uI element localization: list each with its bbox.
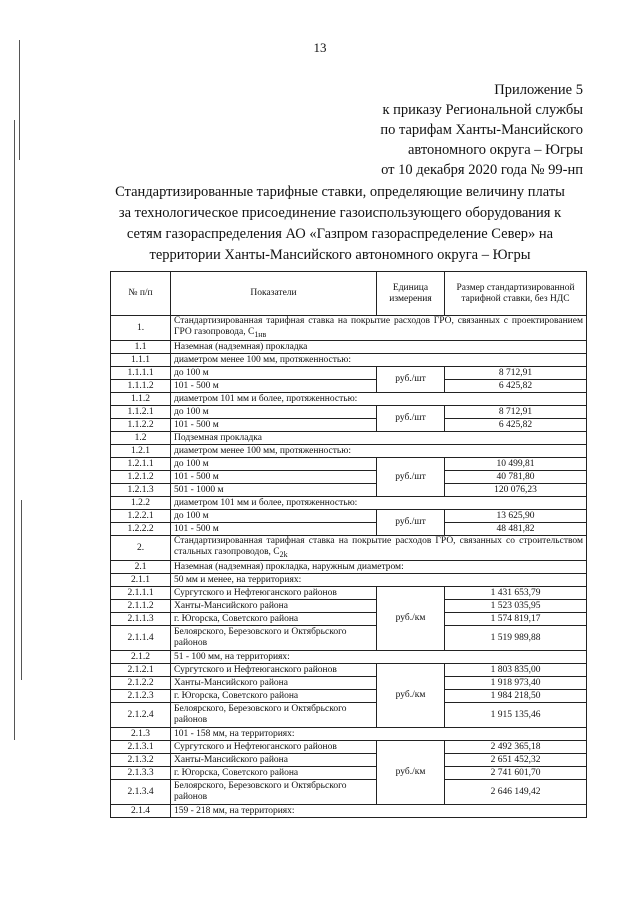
- tariff-table: [110, 271, 587, 818]
- row-num: 1.1.1: [111, 354, 171, 367]
- row-num: 2.1.2: [111, 651, 171, 664]
- table-row: [111, 484, 587, 497]
- annex-line: от 10 декабря 2020 года № 99-нп: [381, 162, 583, 178]
- row-text: Белоярского, Березовского и Октябрьского районов: [171, 780, 377, 805]
- table-row: [111, 432, 587, 445]
- row-num: 2.1.3.3: [111, 767, 171, 780]
- row-value: 1 984 218,50: [445, 690, 587, 703]
- table-row: [111, 341, 587, 354]
- row-num: 1.1.2.1: [111, 406, 171, 419]
- table-row: [111, 741, 587, 754]
- row-value: 120 076,23: [445, 484, 587, 497]
- table-row: [111, 600, 587, 613]
- row-num: 1.2: [111, 432, 171, 445]
- table-row: [111, 626, 587, 651]
- scan-edge-line: [14, 120, 15, 740]
- table-row: [111, 728, 587, 741]
- row-text: 159 - 218 мм, на территориях:: [171, 805, 587, 818]
- title-line: территории Ханты-Мансийского автономного округа – Югры: [149, 247, 531, 263]
- annex-line: Приложение 5: [494, 82, 583, 98]
- header-num: № п/п: [111, 272, 171, 316]
- row-num: 1.: [111, 316, 171, 341]
- row-text: диаметром менее 100 мм, протяженностью:: [171, 445, 587, 458]
- row-text: диаметром 101 мм и более, протяженностью:: [171, 497, 587, 510]
- row-text: Ханты-Мансийского района: [171, 677, 377, 690]
- row-value: 6 425,82: [445, 419, 587, 432]
- row-num: 2.1.2.3: [111, 690, 171, 703]
- title-line: сетям газораспределения АО «Газпром газораспределение Север» на: [126, 226, 554, 242]
- row-text: до 100 м: [171, 510, 377, 523]
- table-row: [111, 754, 587, 767]
- row-value: 13 625,90: [445, 510, 587, 523]
- annex-line: автономного округа – Югры: [407, 142, 583, 158]
- row-text: Подземная прокладка: [171, 432, 587, 445]
- row-num: 2.1.2.2: [111, 677, 171, 690]
- row-unit: руб./шт: [377, 367, 445, 393]
- table-row: [111, 445, 587, 458]
- row-unit: руб./шт: [377, 510, 445, 536]
- table-row: [111, 690, 587, 703]
- row-text: диаметром менее 100 мм, протяженностью:: [171, 354, 587, 367]
- row-value: 1 803 835,00: [445, 664, 587, 677]
- row-text: Белоярского, Березовского и Октябрьского районов: [171, 703, 377, 728]
- table-row: [111, 471, 587, 484]
- row-text: 101 - 500 м: [171, 523, 377, 536]
- table-row: [111, 703, 587, 728]
- row-num: 1.2.1.2: [111, 471, 171, 484]
- table-row: [111, 767, 587, 780]
- table-row: [111, 536, 587, 561]
- annex-header: [380, 80, 583, 180]
- row-unit: руб./шт: [377, 458, 445, 497]
- row-text: Ханты-Мансийского района: [171, 754, 377, 767]
- row-value: 10 499,81: [445, 458, 587, 471]
- row-text: Наземная (надземная) прокладка: [171, 341, 587, 354]
- row-num: 1.1.2.2: [111, 419, 171, 432]
- annex-line: по тарифам Ханты-Мансийского: [380, 122, 583, 138]
- row-value: 6 425,82: [445, 380, 587, 393]
- table-row: [111, 380, 587, 393]
- row-text: Наземная (надземная) прокладка, наружным диаметром:: [171, 561, 587, 574]
- row-num: 1.2.2.2: [111, 523, 171, 536]
- table-row: [111, 367, 587, 380]
- row-text: г. Югорска, Советского района: [171, 767, 377, 780]
- row-text: до 100 м: [171, 406, 377, 419]
- row-num: 2.1.2.1: [111, 664, 171, 677]
- title-line: за технологическое присоединение газоиспользующего оборудования к: [118, 205, 562, 221]
- row-value: 1 574 819,17: [445, 613, 587, 626]
- row-text: до 100 м: [171, 367, 377, 380]
- row-unit: руб./шт: [377, 406, 445, 432]
- row-text: 101 - 500 м: [171, 419, 377, 432]
- row-value: 48 481,82: [445, 523, 587, 536]
- row-num: 2.1.3.2: [111, 754, 171, 767]
- table-row: [111, 354, 587, 367]
- document-title: [95, 182, 585, 266]
- row-unit: руб./км: [377, 741, 445, 805]
- row-text: г. Югорска, Советского района: [171, 613, 377, 626]
- table-row: [111, 406, 587, 419]
- row-text: 50 мм и менее, на территориях:: [171, 574, 587, 587]
- table-row: [111, 613, 587, 626]
- row-value: 2 741 601,70: [445, 767, 587, 780]
- row-text: 501 - 1000 м: [171, 484, 377, 497]
- row-value: 1 519 989,88: [445, 626, 587, 651]
- row-unit: руб./км: [377, 587, 445, 651]
- table-row: [111, 419, 587, 432]
- row-num: 2.1.1.1: [111, 587, 171, 600]
- row-value: 1 918 973,40: [445, 677, 587, 690]
- row-text: 101 - 500 м: [171, 380, 377, 393]
- row-num: 1.1.1.2: [111, 380, 171, 393]
- row-num: 2.1.4: [111, 805, 171, 818]
- annex-line: к приказу Региональной службы: [382, 102, 583, 118]
- row-num: 1.2.2: [111, 497, 171, 510]
- table-row: [111, 651, 587, 664]
- table-row: [111, 316, 587, 341]
- row-text: 51 - 100 мм, на территориях:: [171, 651, 587, 664]
- table-row: [111, 510, 587, 523]
- row-text: диаметром 101 мм и более, протяженностью:: [171, 393, 587, 406]
- row-text: Белоярского, Березовского и Октябрьского районов: [171, 626, 377, 651]
- row-value: 2 646 149,42: [445, 780, 587, 805]
- row-text: до 100 м: [171, 458, 377, 471]
- row-value: 40 781,80: [445, 471, 587, 484]
- table-row: [111, 393, 587, 406]
- row-num: 2.1.2.4: [111, 703, 171, 728]
- row-num: 1.1.1.1: [111, 367, 171, 380]
- row-num: 2.1.3.1: [111, 741, 171, 754]
- row-text: Сургутского и Нефтеюганского районов: [171, 587, 377, 600]
- table-row: [111, 805, 587, 818]
- table-row: [111, 561, 587, 574]
- row-num: 1.1.2: [111, 393, 171, 406]
- row-value: 2 492 365,18: [445, 741, 587, 754]
- row-value: 1 915 135,46: [445, 703, 587, 728]
- row-text: 101 - 500 м: [171, 471, 377, 484]
- row-num: 1.1: [111, 341, 171, 354]
- row-text: 101 - 158 мм, на территориях:: [171, 728, 587, 741]
- row-value: 1 523 035,95: [445, 600, 587, 613]
- row-text: Сургутского и Нефтеюганского районов: [171, 664, 377, 677]
- row-num: 2.1.1.4: [111, 626, 171, 651]
- title-line: Стандартизированные тарифные ставки, определяющие величину платы: [115, 184, 565, 200]
- table-row: [111, 497, 587, 510]
- row-value: 8 712,91: [445, 367, 587, 380]
- row-value: 2 651 452,32: [445, 754, 587, 767]
- row-num: 2.1.3.4: [111, 780, 171, 805]
- row-num: 2.: [111, 536, 171, 561]
- row-num: 2.1.1.2: [111, 600, 171, 613]
- row-num: 1.2.2.1: [111, 510, 171, 523]
- row-value: 1 431 653,79: [445, 587, 587, 600]
- row-text: Сургутского и Нефтеюганского районов: [171, 741, 377, 754]
- header-value: Размер стандартизированной тарифной ставки, без НДС: [445, 272, 587, 316]
- table-row: [111, 677, 587, 690]
- table-row: [111, 574, 587, 587]
- row-text: Стандартизированная тарифная ставка на покрытие расходов ГРО, связанных с проектированием ГРО газопровода, $C_{1нв}$: [171, 316, 587, 341]
- row-unit: руб./км: [377, 664, 445, 728]
- header-indicator: Показатели: [171, 272, 377, 316]
- row-num: 1.2.1.1: [111, 458, 171, 471]
- page-number: 13: [313, 40, 327, 55]
- row-num: 2.1.1.3: [111, 613, 171, 626]
- table-row: [111, 523, 587, 536]
- table-row: [111, 458, 587, 471]
- scan-edge-line: [21, 500, 22, 680]
- row-num: 2.1.3: [111, 728, 171, 741]
- table-header-row: [111, 272, 587, 316]
- table-row: [111, 664, 587, 677]
- row-text: Стандартизированная тарифная ставка на покрытие расходов ГРО, связанных со строительством стальных газопроводов, $C_{2k}$: [171, 536, 587, 561]
- table-row: [111, 780, 587, 805]
- row-num: 2.1: [111, 561, 171, 574]
- row-value: 8 712,91: [445, 406, 587, 419]
- table-row: [111, 587, 587, 600]
- row-text: г. Югорска, Советского района: [171, 690, 377, 703]
- row-text: Ханты-Мансийского района: [171, 600, 377, 613]
- row-num: 1.2.1.3: [111, 484, 171, 497]
- scan-edge-line: [19, 40, 20, 160]
- row-num: 1.2.1: [111, 445, 171, 458]
- header-unit: Единица измерения: [377, 272, 445, 316]
- row-num: 2.1.1: [111, 574, 171, 587]
